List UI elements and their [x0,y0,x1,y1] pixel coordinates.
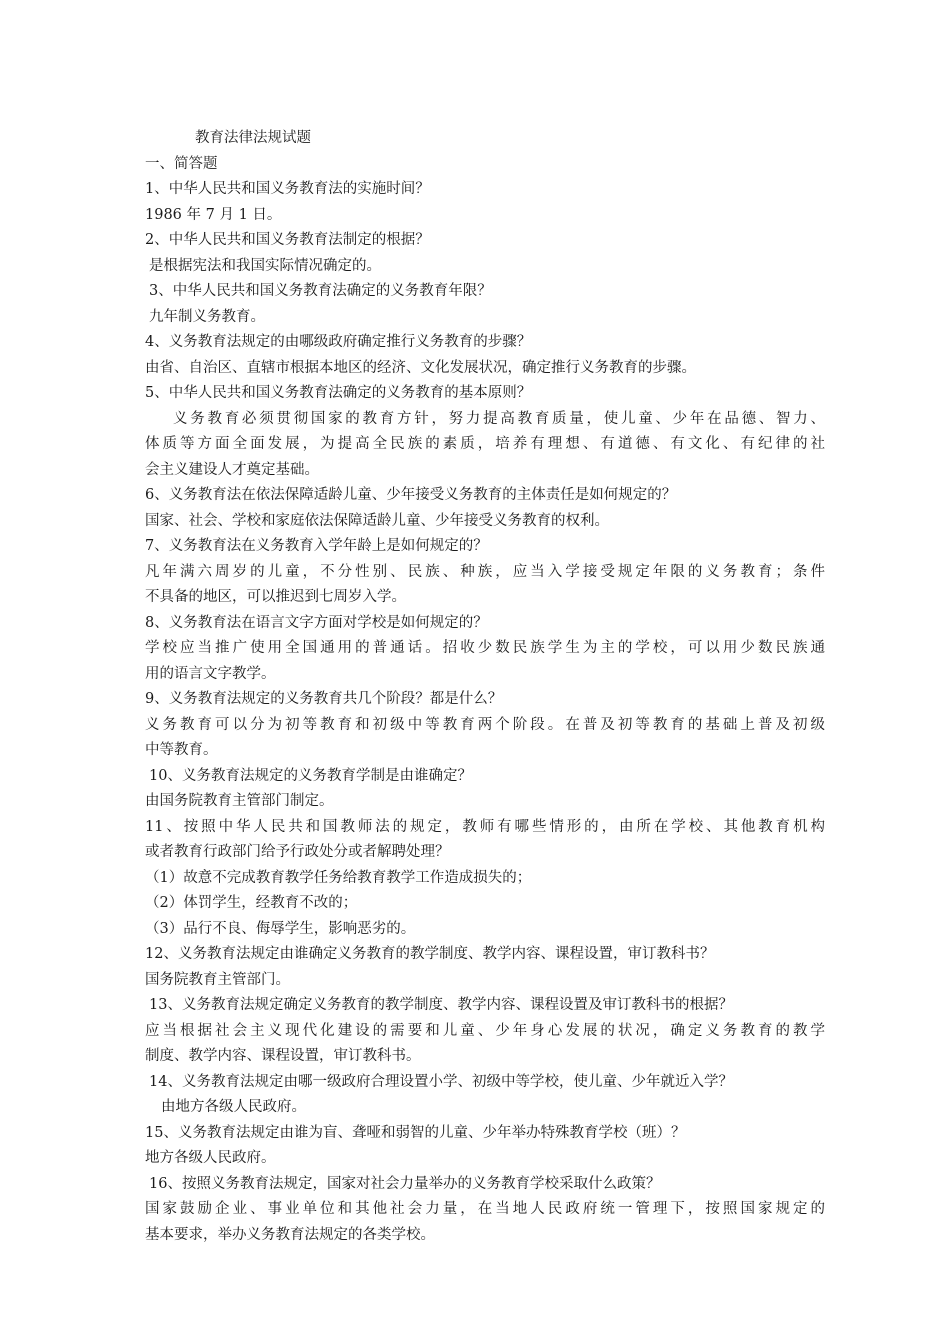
answer-line: 国务院教育主管部门。 [145,971,290,988]
question-line: 12、义务教育法规定由谁确定义务教育的教学制度、教学内容、课程设置，审订教科书？ [145,946,715,962]
question-line: 5、中华人民共和国义务教育法确定的义务教育的基本原则？ [145,385,532,401]
answer-line: 由地方各级人民政府。 [161,1099,306,1115]
answer-line: （3）品行不良、侮辱学生，影响恶劣的。 [145,920,416,937]
question-line: 3、中华人民共和国义务教育法确定的义务教育年限？ [149,283,492,299]
question-line: 2、中华人民共和国义务教育法制定的根据？ [145,232,430,248]
question-line: 11、按照中华人民共和国教师法的规定，教师有哪些情形的，由所在学校、其他教育机构 [145,818,825,835]
answer-line: 中等教育。 [145,742,218,758]
question-line: 1、中华人民共和国义务教育法的实施时间？ [145,181,430,197]
answer-line: 由省、自治区、直辖市根据本地区的经济、文化发展状况，确定推行义务教育的步骤。 [145,359,696,376]
question-line: 7、义务教育法在义务教育入学年龄上是如何规定的？ [145,538,488,554]
question-line: 9、义务教育法规定的义务教育共几个阶段？都是什么？ [145,691,503,707]
answer-line: 义务教育必须贯彻国家的教育方针，努力提高教育质量，使儿童、少年在品德、智力、 [173,410,825,427]
question-line: 14、义务教育法规定由哪一级政府合理设置小学、初级中等学校，使儿童、少年就近入学？ [149,1073,733,1090]
document-page [145,126,825,1248]
answer-line: 国家、社会、学校和家庭依法保障适龄儿童、少年接受义务教育的权利。 [145,512,609,529]
answer-line: 不具备的地区，可以推迟到七周岁入学。 [145,589,406,605]
answer-line: 用的语言文字教学。 [145,665,276,682]
question-line: 8、义务教育法在语言文字方面对学校是如何规定的？ [145,614,488,631]
question-line: 6、义务教育法在依法保障适龄儿童、少年接受义务教育的主体责任是如何规定的？ [145,487,677,503]
answer-line: 是根据宪法和我国实际情况确定的。 [149,257,381,274]
question-line: 或者教育行政部门给予行政处分或者解聘处理？ [145,844,450,860]
answer-line: 学校应当推广使用全国通用的普通话。招收少数民族学生为主的学校，可以用少数民族通 [145,640,825,656]
answer-line: 凡年满六周岁的儿童，不分性别、民族、种族，应当入学接受规定年限的义务教育；条件 [145,563,825,580]
question-line: 10、义务教育法规定的义务教育学制是由谁确定？ [149,767,472,784]
answer-line: 义务教育可以分为初等教育和初级中等教育两个阶段。在普及初等教育的基础上普及初级 [145,716,825,733]
answer-line: 国家鼓励企业、事业单位和其他社会力量，在当地人民政府统一管理下，按照国家规定的 [145,1201,825,1217]
answer-line: 体质等方面全面发展，为提高全民族的素质，培养有理想、有道德、有文化、有纪律的社 [145,436,825,452]
answer-line: 由国务院教育主管部门制定。 [145,793,334,809]
answer-line: 制度、教学内容、课程设置，审订教科书。 [145,1048,421,1064]
answer-line: 基本要求，举办义务教育法规定的各类学校。 [145,1226,435,1243]
answer-line: （1）故意不完成教育教学任务给教育教学工作造成损失的； [145,869,532,886]
question-line: 16、按照义务教育法规定，国家对社会力量举办的义务教育学校采取什么政策？ [149,1175,661,1192]
question-line: 4、义务教育法规定的由哪级政府确定推行义务教育的步骤？ [145,334,532,350]
answer-line: 会主义建设人才奠定基础。 [145,461,319,478]
answer-line: 应当根据社会主义现代化建设的需要和儿童、少年身心发展的状况，确定义务教育的教学 [145,1022,825,1039]
section-heading: 一、简答题 [145,155,218,172]
answer-line: 1986 年 7 月 1 日。 [145,206,282,223]
question-line: 15、义务教育法规定由谁为盲、聋哑和弱智的儿童、少年举办特殊教育学校（班）？ [145,1124,686,1141]
answer-line: （2）体罚学生，经教育不改的； [145,895,358,911]
answer-line: 地方各级人民政府。 [145,1150,276,1166]
document-title: 教育法律法规试题 [195,130,311,146]
answer-line: 九年制义务教育。 [149,308,265,325]
question-line: 13、义务教育法规定确定义务教育的教学制度、教学内容、课程设置及审订教科书的根据？ [149,997,733,1013]
